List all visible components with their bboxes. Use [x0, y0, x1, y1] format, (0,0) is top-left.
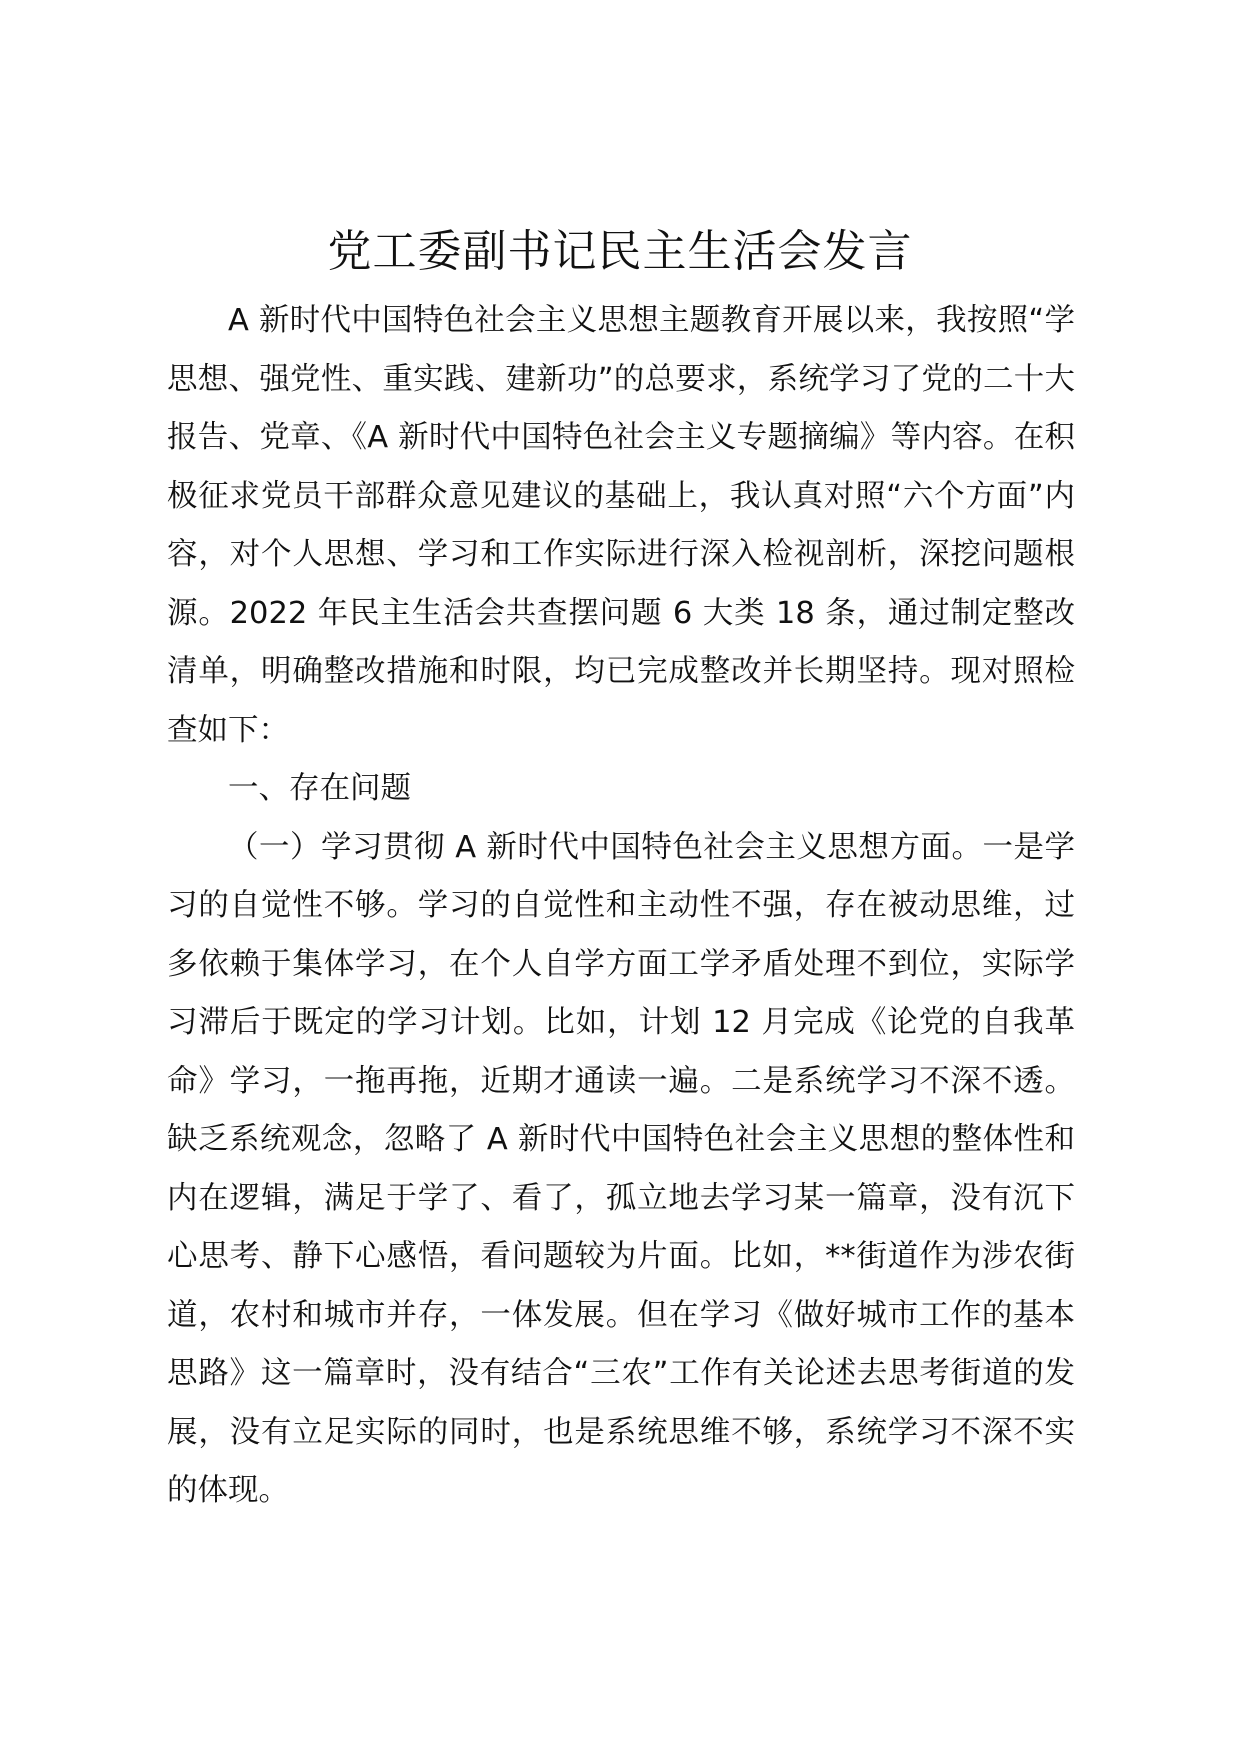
intro-paragraph: A 新时代中国特色社会主义思想主题教育开展以来，我按照“学思想、强党性、重实践、建新功”的总要求，系统学习了党的二十大报告、党章、《A 新时代中国特色社会主义专题摘编》等内容。在积极征求党员干部群众意见建议的基础上，我认真对照“六个方面”内容，对个人思想、学习和工作实际进行深入检视剖析，深挖问题根源。2022 年民主生活会共查摆问题 6 大类 18 条，通过制定整改清单，明确整改措施和时限，均已完成整改并长期坚持。现对照检查如下：	[167, 303, 1075, 748]
body-paragraph: （一）学习贯彻 A 新时代中国特色社会主义思想方面。一是学习的自觉性不够。学习的自觉性和主动性不强，存在被动思维，过多依赖于集体学习，在个人自学方面工学矛盾处理不到位，实际学习滞后于既定的学习计划。比如，计划 12 月完成《论党的自我革命》学习，一拖再拖，近期才通读一遍。二是系统学习不深不透。缺乏系统观念，忽略了 A 新时代中国特色社会主义思想的整体性和内在逻辑，满足于学了、看了，孤立地去学习某一篇章，没有沉下心思考、静下心感悟，看问题较为片面。比如，**街道作为涉农街道，农村和城市并存，一体发展。但在学习《做好城市工作的基本思路》这一篇章时，没有结合“三农”工作有关论述去思考街道的发展，没有立足实际的同时，也是系统思维不够，系统学习不深不实的体现。	[167, 829, 1075, 1508]
section-heading: 一、存在问题	[228, 771, 411, 806]
document-title: 党工委副书记民主生活会发言	[327, 226, 913, 277]
document-body	[167, 292, 1075, 1521]
